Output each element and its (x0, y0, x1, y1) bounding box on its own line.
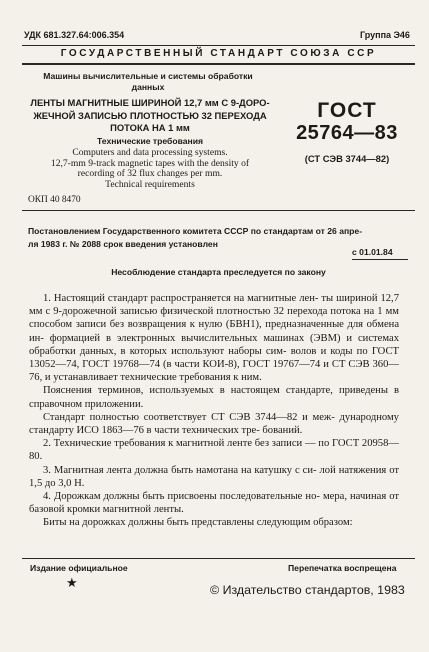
gost-number: 25764—83 (296, 122, 398, 144)
body-line: плотностью 32 перехода потока на 1 мм способом записи без (29, 306, 399, 331)
star-icon: ★ (66, 575, 78, 590)
official-edition: Издание официальное (30, 563, 128, 573)
paragraph-3 (29, 464, 399, 490)
body-line: волов и коды по ГОСТ 13052—74, ГОСТ 19768—74 (в части (29, 345, 400, 371)
title-line-2: ЖЕЧНОЙ ЗАПИСЬЮ ПЛОТНОСТЬЮ 32 ПЕРЕХОДА (33, 109, 267, 121)
body-line: 2. Технические требования к магнитной ленте без записи — (43, 438, 316, 450)
body-line: 3. Магнитная лента должна быть намотана на катушку с си- (43, 464, 317, 476)
body-line: ты шириной 12,7 мм с 9-дорожечной записью физической (29, 293, 399, 318)
date-rule (352, 259, 408, 260)
paragraph-4 (29, 490, 399, 516)
body-line: КОИ-8), ГОСТ 19767—74 и СТ СЭВ 360—76, и устанавливает (29, 359, 399, 384)
okp-code: ОКП 40 8470 (28, 195, 81, 205)
body-line: образом: (313, 517, 353, 529)
body-line: технические требования к ним. (120, 372, 262, 384)
paragraph-bits (29, 516, 399, 529)
reprint-prohibited: Перепечатка воспрещена (288, 563, 397, 573)
title-line-3: ПОТОКА НА 1 мм (110, 122, 190, 133)
title-english (28, 148, 272, 190)
paragraph-2 (29, 437, 399, 463)
title-en-line-4: Technical requirements (105, 178, 195, 190)
state-standard-heading: ГОСУДАРСТВЕННЫЙ СТАНДАРТ СОЮЗА ССР (60, 48, 377, 59)
category-line: Машины вычислительные и системы обработки данных (43, 71, 253, 92)
body-line: формацией в электронных вычислительных машинах (ЭВМ) и (49, 332, 353, 344)
header-rule-bottom (22, 63, 415, 65)
title-en-line-3: recording of 32 flux changes per mm. (77, 168, 223, 180)
body-line: Биты на дорожках должны быть представлены следующим (43, 517, 311, 529)
law-warning: Несоблюдение стандарта преследуется по закону (111, 267, 326, 277)
header-rule-top (22, 45, 415, 46)
body-line: мера, начиная от базовой кромки магнитной ленты. (29, 491, 400, 516)
st-sev-number: (СТ СЭВ 3744—82) (304, 153, 390, 164)
body-line: Стандарт полностью соответствует СТ СЭВ 3744—82 и меж- (43, 411, 335, 423)
body-line: дународному стандарту ИСО 1863—76 в части технических тре- (29, 411, 399, 437)
body-line: приведены в справочном приложении. (29, 385, 399, 410)
decree-line-2: ля 1983 г. № 2088 срок введения установлен (28, 238, 218, 249)
subtitle: Технические требования (96, 136, 204, 146)
copyright: © Издательство стандартов, 1983 (210, 583, 405, 597)
decree-text (28, 225, 408, 250)
body-line: 4. Дорожкам должны быть присвоены последовательные но- (43, 491, 320, 503)
standard-body (29, 292, 399, 530)
paragraph-1 (29, 292, 399, 384)
udc-code: УДК 681.327.64:006.354 (24, 30, 125, 40)
okp-rule (22, 210, 415, 211)
body-line: Пояснения терминов, используемых в настоящем стандарте, (43, 385, 333, 397)
body-line: лой натяжения от 1,5 до 3,0 Н. (29, 464, 400, 489)
paragraph-terms (29, 384, 399, 410)
title-russian (28, 97, 272, 135)
decree-line-1: Постановлением Государственного комитета СССР по стандартам от 26 апре- (28, 226, 363, 236)
title-en-line-2: 12,7-mm 9-track magnetic tapes with the density of (50, 157, 250, 169)
body-line: по ГОСТ 20958—80. (29, 438, 399, 463)
body-line: 1. Настоящий стандарт распространяется на магнитные лен- (43, 293, 319, 304)
body-line: системах обработки данных, в которых используют наборы сим- (29, 332, 400, 357)
body-line: возвращения к нулю (БВН1), предназначенные для обмена ин- (29, 319, 400, 344)
title-en-line-1: Computers and data processing systems. (72, 147, 228, 158)
gost-label: ГОСТ (317, 99, 377, 122)
footer-rule (22, 558, 415, 559)
effective-date: с 01.01.84 (352, 247, 393, 257)
paragraph-conformity (29, 411, 399, 437)
body-line: бований. (262, 425, 303, 437)
group-code: Группа Э46 (360, 30, 410, 40)
title-line-1: ЛЕНТЫ МАГНИТНЫЕ ШИРИНОЙ 12,7 мм С 9-ДОРО- (30, 97, 270, 108)
